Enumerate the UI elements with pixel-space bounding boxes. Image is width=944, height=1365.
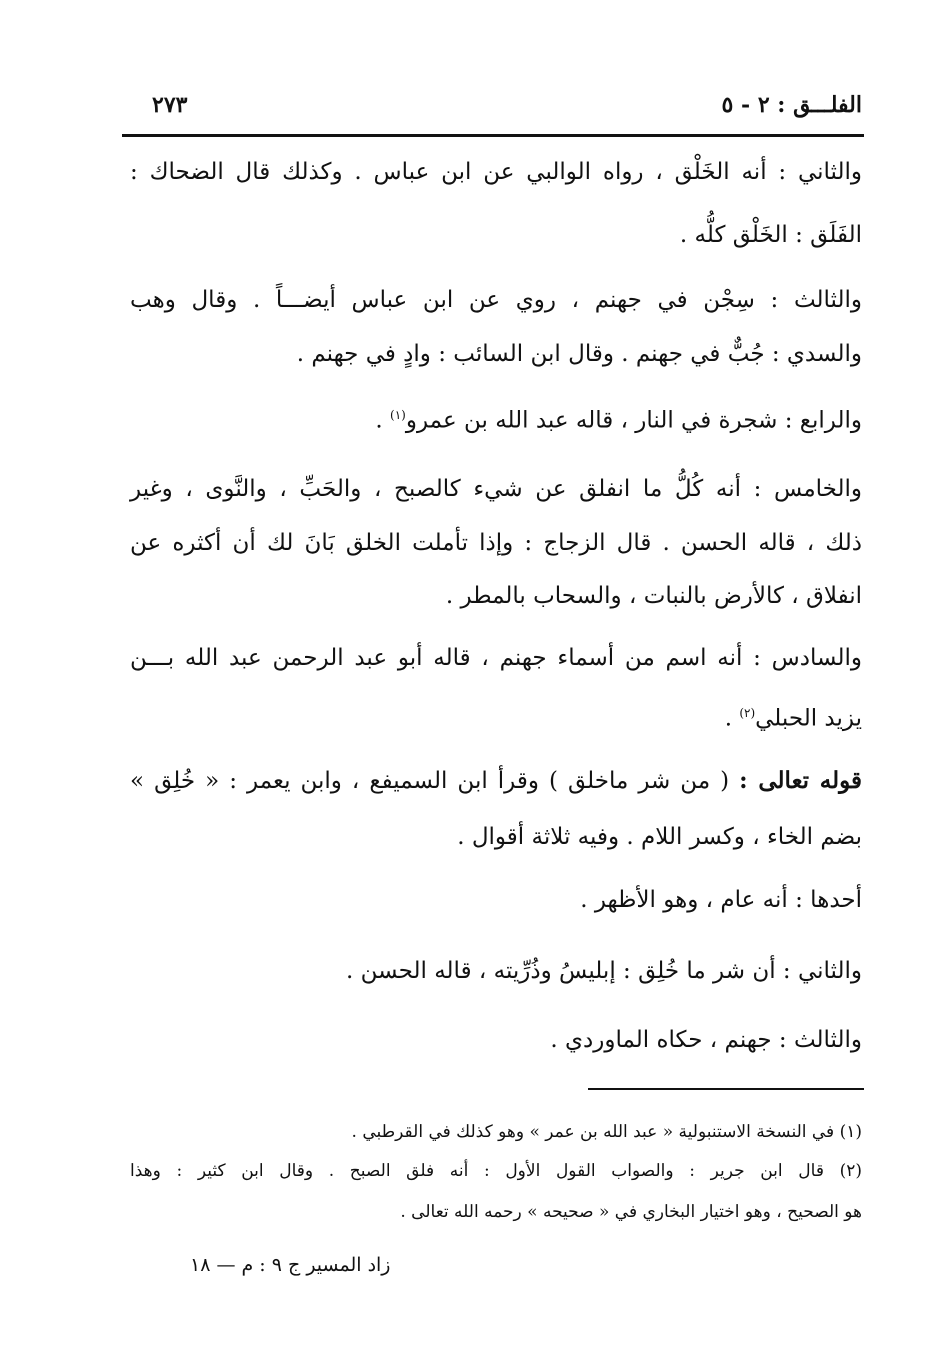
text-line [130, 766, 862, 796]
footnote-line: (٢) قال ابن جرير : والصواب القول الأول : أنه فلق الصبح . وقال ابن كثير : وهذا [130, 1161, 862, 1181]
text-line: أحدها : أنه عام ، وهو الأظهر . [580, 887, 862, 913]
footnote-ref-2: (٢) [739, 706, 756, 720]
text-line: والخامس : أنه كُلُّ ما انفلق عن شيء كالصبح ، والحَبِّ ، والنَّوى ، وغير [130, 476, 862, 502]
text-line: ذلك ، قاله الحسن . قال الزجاج : وإذا تأملت الخلق بَانَ لك أن أكثره عن [130, 530, 862, 556]
footnote-rule [588, 1088, 864, 1090]
line-text: ( من شر ماخلق ) وقرأ ابن السميفع ، وابن يعمر : « خُلِق » [130, 768, 730, 794]
text-line: انفلاق ، كالأرض بالنبات ، والسحاب بالمطر . [445, 583, 862, 609]
text-line: الفَلَق : الخَلْق كلُّه . [679, 222, 862, 248]
text-line: والثالث : سِجْن في جهنم ، روي عن ابن عباس أيضـــاً . وقال وهب [130, 287, 862, 313]
text-line: والسدي : جُبٌّ في جهنم . وقال ابن السائب : وادٍ في جهنم . [296, 341, 862, 367]
footnote-line: هو الصحيح ، وهو اختيار البخاري في « صحيحه » رحمه الله تعالى . [400, 1202, 862, 1222]
header-title: الفلـــق : ٢ - ٥ [721, 92, 862, 118]
page-number: ٢٧٣ [152, 92, 188, 118]
text-line [725, 698, 862, 734]
lead-word: قوله تعالى : [739, 767, 862, 794]
running-header [122, 92, 862, 126]
text-line: والسادس : أنه اسم من أسماء جهنم ، قاله أبو عبد الرحمن عبد الله بـــن [130, 645, 862, 671]
line-text: يزيد الحبلي [755, 705, 862, 732]
line-period: . [724, 705, 732, 732]
footnote-ref-1: (١) [390, 408, 406, 422]
signature-line: زاد المسير ج ٩ : م — ١٨ [190, 1254, 391, 1276]
line-text: والرابع : شجرة في النار ، قاله عبد الله بن عمرو [405, 407, 862, 434]
text-line: والثالث : جهنم ، حكاه الماوردي . [550, 1027, 862, 1053]
line-period: . [375, 407, 383, 434]
text-line: والثاني : أنه الخَلْق ، رواه الوالبي عن ابن عباس . وكذلك قال الضحاك : [130, 159, 862, 185]
text-line: والثاني : أن شر ما خُلِق : إبليسُ وذُرِّيته ، قاله الحسن . [346, 958, 862, 984]
footnote-line: (١) في النسخة الاستنبولية « عبد الله بن عمر » وهو كذلك في القرطبي . [351, 1122, 862, 1142]
header-rule [122, 134, 864, 137]
text-line: بضم الخاء ، وكسر اللام . وفيه ثلاثة أقوال . [457, 824, 862, 850]
text-line [375, 400, 862, 436]
